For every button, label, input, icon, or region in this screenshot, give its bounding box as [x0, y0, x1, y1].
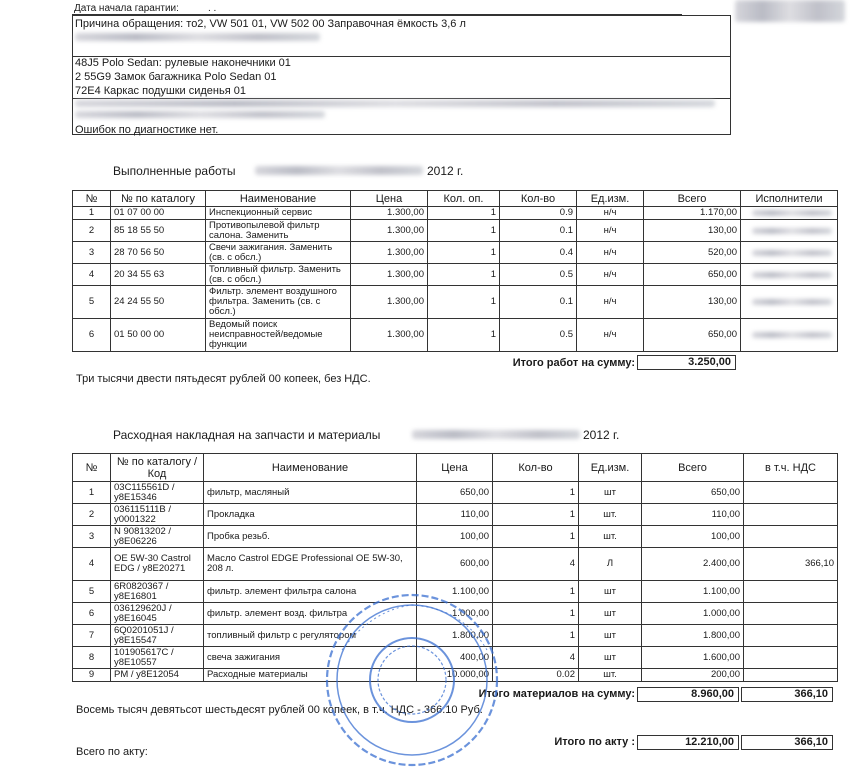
materials-total-words: Восемь тысяч девятьсот шестьдесят рублей 00 копеек, в т.ч. НДС - 366.10 Руб.	[76, 704, 483, 716]
vat	[744, 504, 838, 526]
redacted-materials-date	[412, 430, 580, 439]
col-header: Наименование	[204, 454, 417, 482]
warranty-start-label: Дата начала гарантии:	[74, 3, 179, 14]
operations: 1	[428, 242, 500, 264]
materials-title-year: 2012 г.	[583, 428, 620, 442]
works-total-label: Итого работ на сумму:	[512, 357, 635, 369]
vat	[744, 669, 838, 682]
quantity: 1	[493, 482, 579, 504]
unit: шт	[579, 482, 642, 504]
redacted-reason-note	[75, 111, 325, 118]
col-header: Всего	[644, 191, 741, 207]
table-row	[73, 548, 838, 581]
vat: 366,10	[744, 548, 838, 581]
operations: 1	[428, 319, 500, 352]
reason-part-1: 48J5 Polo Sedan: рулевые наконечники 01	[75, 57, 291, 69]
price: 1.000,00	[417, 603, 493, 625]
unit: н/ч	[577, 220, 644, 242]
performer	[741, 207, 838, 220]
redacted-reason-note	[75, 100, 715, 107]
item-name: Пробка резьб.	[204, 526, 417, 548]
catalog-code: 01 07 00 00	[111, 207, 206, 220]
col-header: № по каталогу	[111, 191, 206, 207]
vat	[744, 526, 838, 548]
performer	[741, 319, 838, 352]
price: 1.300,00	[351, 319, 428, 352]
reason-part-2: 2 55G9 Замок багажника Polo Sedan 01	[75, 71, 277, 83]
works-header-row	[73, 191, 838, 207]
price: 400,00	[417, 647, 493, 669]
unit: н/ч	[577, 286, 644, 319]
total: 1.600,00	[642, 647, 744, 669]
unit: н/ч	[577, 319, 644, 352]
table-row	[73, 207, 838, 220]
table-row	[73, 220, 838, 242]
redacted-reason-line	[75, 33, 320, 41]
catalog-code: 036115111B / y0001322	[111, 504, 204, 526]
quantity: 0.9	[500, 207, 577, 220]
row-number: 8	[73, 647, 111, 669]
unit: н/ч	[577, 242, 644, 264]
vat	[744, 603, 838, 625]
act-total-vat: 366,10	[741, 735, 833, 750]
redacted-performer	[752, 332, 832, 338]
redacted-works-date	[255, 166, 423, 175]
unit: шт	[579, 647, 642, 669]
work-name: Инспекционный сервис	[206, 207, 351, 220]
act-total-label: Итого по акту :	[554, 736, 635, 748]
total: 650,00	[644, 319, 741, 352]
item-name: топливный фильтр с регулятором	[204, 625, 417, 647]
row-number: 6	[73, 603, 111, 625]
performer	[741, 264, 838, 286]
act-footer-label: Всего по акту:	[76, 746, 148, 758]
total: 200,00	[642, 669, 744, 682]
materials-total-value: 8.960,00	[637, 687, 739, 702]
col-header: Ед.изм.	[579, 454, 642, 482]
price: 1.300,00	[351, 242, 428, 264]
item-name: фильтр. элемент возд. фильтра	[204, 603, 417, 625]
catalog-code: OE 5W-30 Castrol EDG / y8E20271	[111, 548, 204, 581]
operations: 1	[428, 286, 500, 319]
redacted-performer	[752, 272, 832, 278]
works-title: Выполненные работы	[113, 164, 236, 178]
row-number: 2	[73, 220, 111, 242]
materials-header-row	[73, 454, 838, 482]
row-number: 1	[73, 207, 111, 220]
catalog-code: N 90813202 / y8E06226	[111, 526, 204, 548]
vat	[744, 625, 838, 647]
unit: шт.	[579, 504, 642, 526]
row-number: 1	[73, 482, 111, 504]
item-name: Масло Castrol EDGE Professional OE 5W-30, 208 л.	[204, 548, 417, 581]
vat	[744, 482, 838, 504]
unit: шт	[579, 581, 642, 603]
row-number: 5	[73, 286, 111, 319]
unit: шт	[579, 603, 642, 625]
reason-main: Причина обращения: то2, VW 501 01, VW 502 00 Заправочная ёмкость 3,6 л	[75, 18, 466, 30]
operations: 1	[428, 220, 500, 242]
quantity: 1	[493, 526, 579, 548]
item-name: свеча зажигания	[204, 647, 417, 669]
unit: шт	[579, 625, 642, 647]
total: 520,00	[644, 242, 741, 264]
quantity: 4	[493, 548, 579, 581]
item-name: фильтр. элемент фильтра салона	[204, 581, 417, 603]
row-number: 4	[73, 264, 111, 286]
warranty-start-value: . .	[208, 3, 217, 14]
work-name: Противопылевой фильтр салона. Заменить	[206, 220, 351, 242]
reason-part-3: 72E4 Каркас подушки сиденья 01	[75, 85, 246, 97]
catalog-code: 85 18 55 50	[111, 220, 206, 242]
redacted-performer	[752, 228, 832, 234]
redacted-performer	[752, 210, 832, 216]
row-number: 6	[73, 319, 111, 352]
price: 1.100,00	[417, 581, 493, 603]
reason-diagnostics: Ошибок по диагностике нет.	[75, 124, 219, 136]
redacted-header-right	[735, 0, 845, 22]
catalog-code: 01 50 00 00	[111, 319, 206, 352]
total: 130,00	[644, 220, 741, 242]
row-number: 5	[73, 581, 111, 603]
total: 1.100,00	[642, 581, 744, 603]
catalog-code: 6R0820367 / y8E16801	[111, 581, 204, 603]
price: 110,00	[417, 504, 493, 526]
quantity: 1	[493, 581, 579, 603]
price: 100,00	[417, 526, 493, 548]
col-header: в т.ч. НДС	[744, 454, 838, 482]
price: 650,00	[417, 482, 493, 504]
quantity: 0.1	[500, 286, 577, 319]
row-number: 2	[73, 504, 111, 526]
quantity: 4	[493, 647, 579, 669]
catalog-code: 6Q0201051J / y8E15547	[111, 625, 204, 647]
table-row	[73, 264, 838, 286]
quantity: 0.4	[500, 242, 577, 264]
quantity: 0.02	[493, 669, 579, 682]
catalog-code: 28 70 56 50	[111, 242, 206, 264]
item-name: Расходные материалы	[204, 669, 417, 682]
row-number: 9	[73, 669, 111, 682]
col-header: Цена	[351, 191, 428, 207]
col-header: Всего	[642, 454, 744, 482]
unit: шт.	[579, 669, 642, 682]
quantity: 0.5	[500, 319, 577, 352]
unit: н/ч	[577, 207, 644, 220]
total: 650,00	[642, 482, 744, 504]
vat	[744, 647, 838, 669]
price: 10.000,00	[417, 669, 493, 682]
row-number: 3	[73, 526, 111, 548]
row-number: 3	[73, 242, 111, 264]
total: 110,00	[642, 504, 744, 526]
redacted-performer	[752, 299, 832, 305]
price: 1.300,00	[351, 220, 428, 242]
works-title-year: 2012 г.	[427, 164, 464, 178]
materials-total-label: Итого материалов на сумму:	[478, 688, 635, 700]
company-stamp-icon	[312, 590, 512, 770]
total: 650,00	[644, 264, 741, 286]
total: 1.000,00	[642, 603, 744, 625]
price: 1.300,00	[351, 207, 428, 220]
works-total-value: 3.250,00	[637, 355, 736, 370]
table-row	[73, 482, 838, 504]
total: 130,00	[644, 286, 741, 319]
work-name: Топливный фильтр. Заменить (св. с обсл.)	[206, 264, 351, 286]
item-name: Прокладка	[204, 504, 417, 526]
col-header: Кол-во	[500, 191, 577, 207]
catalog-code: 24 24 55 50	[111, 286, 206, 319]
col-header: Кол-во	[493, 454, 579, 482]
total: 1.800,00	[642, 625, 744, 647]
unit: Л	[579, 548, 642, 581]
col-header: Исполнители	[741, 191, 838, 207]
table-row	[73, 242, 838, 264]
works-total-words: Три тысячи двести пятьдесят рублей 00 копеек, без НДС.	[76, 373, 371, 385]
work-name: Свечи зажигания. Заменить (св. с обсл.)	[206, 242, 351, 264]
performer	[741, 242, 838, 264]
unit: шт.	[579, 526, 642, 548]
quantity: 1	[493, 603, 579, 625]
performer	[741, 286, 838, 319]
item-name: фильтр, масляный	[204, 482, 417, 504]
operations: 1	[428, 264, 500, 286]
col-header: Ед.изм.	[577, 191, 644, 207]
price: 1.300,00	[351, 264, 428, 286]
col-header: №	[73, 191, 111, 207]
table-row	[73, 286, 838, 319]
materials-title: Расходная накладная на запчасти и материалы	[113, 428, 381, 442]
price: 1.300,00	[351, 286, 428, 319]
operations: 1	[428, 207, 500, 220]
catalog-code: 036129620J / y8E16045	[111, 603, 204, 625]
quantity: 0.1	[500, 220, 577, 242]
total: 1.170,00	[644, 207, 741, 220]
quantity: 0.5	[500, 264, 577, 286]
quantity: 1	[493, 625, 579, 647]
col-header: Цена	[417, 454, 493, 482]
col-header: № по каталогу / Код	[111, 454, 204, 482]
vat	[744, 581, 838, 603]
row-number: 4	[73, 548, 111, 581]
work-name: Фильтр. элемент воздушного фильтра. Заменить (св. с обсл.)	[206, 286, 351, 319]
total: 2.400,00	[642, 548, 744, 581]
col-header: Наименование	[206, 191, 351, 207]
reason-separator	[73, 98, 730, 99]
performer	[741, 220, 838, 242]
act-total-value: 12.210,00	[637, 735, 739, 750]
catalog-code: 03C115561D / y8E15346	[111, 482, 204, 504]
col-header: Кол. оп.	[428, 191, 500, 207]
work-name: Ведомый поиск неисправностей/ведомые функции	[206, 319, 351, 352]
quantity: 1	[493, 504, 579, 526]
materials-total-vat: 366,10	[741, 687, 833, 702]
catalog-code: PM / y8E12054	[111, 669, 204, 682]
col-header: №	[73, 454, 111, 482]
row-number: 7	[73, 625, 111, 647]
price: 600,00	[417, 548, 493, 581]
price: 1.800,00	[417, 625, 493, 647]
redacted-performer	[752, 250, 832, 256]
catalog-code: 101905617C / y8E10557	[111, 647, 204, 669]
table-row	[73, 526, 838, 548]
table-row	[73, 504, 838, 526]
catalog-code: 20 34 55 63	[111, 264, 206, 286]
unit: н/ч	[577, 264, 644, 286]
table-row	[73, 319, 838, 352]
works-table	[72, 190, 838, 352]
total: 100,00	[642, 526, 744, 548]
